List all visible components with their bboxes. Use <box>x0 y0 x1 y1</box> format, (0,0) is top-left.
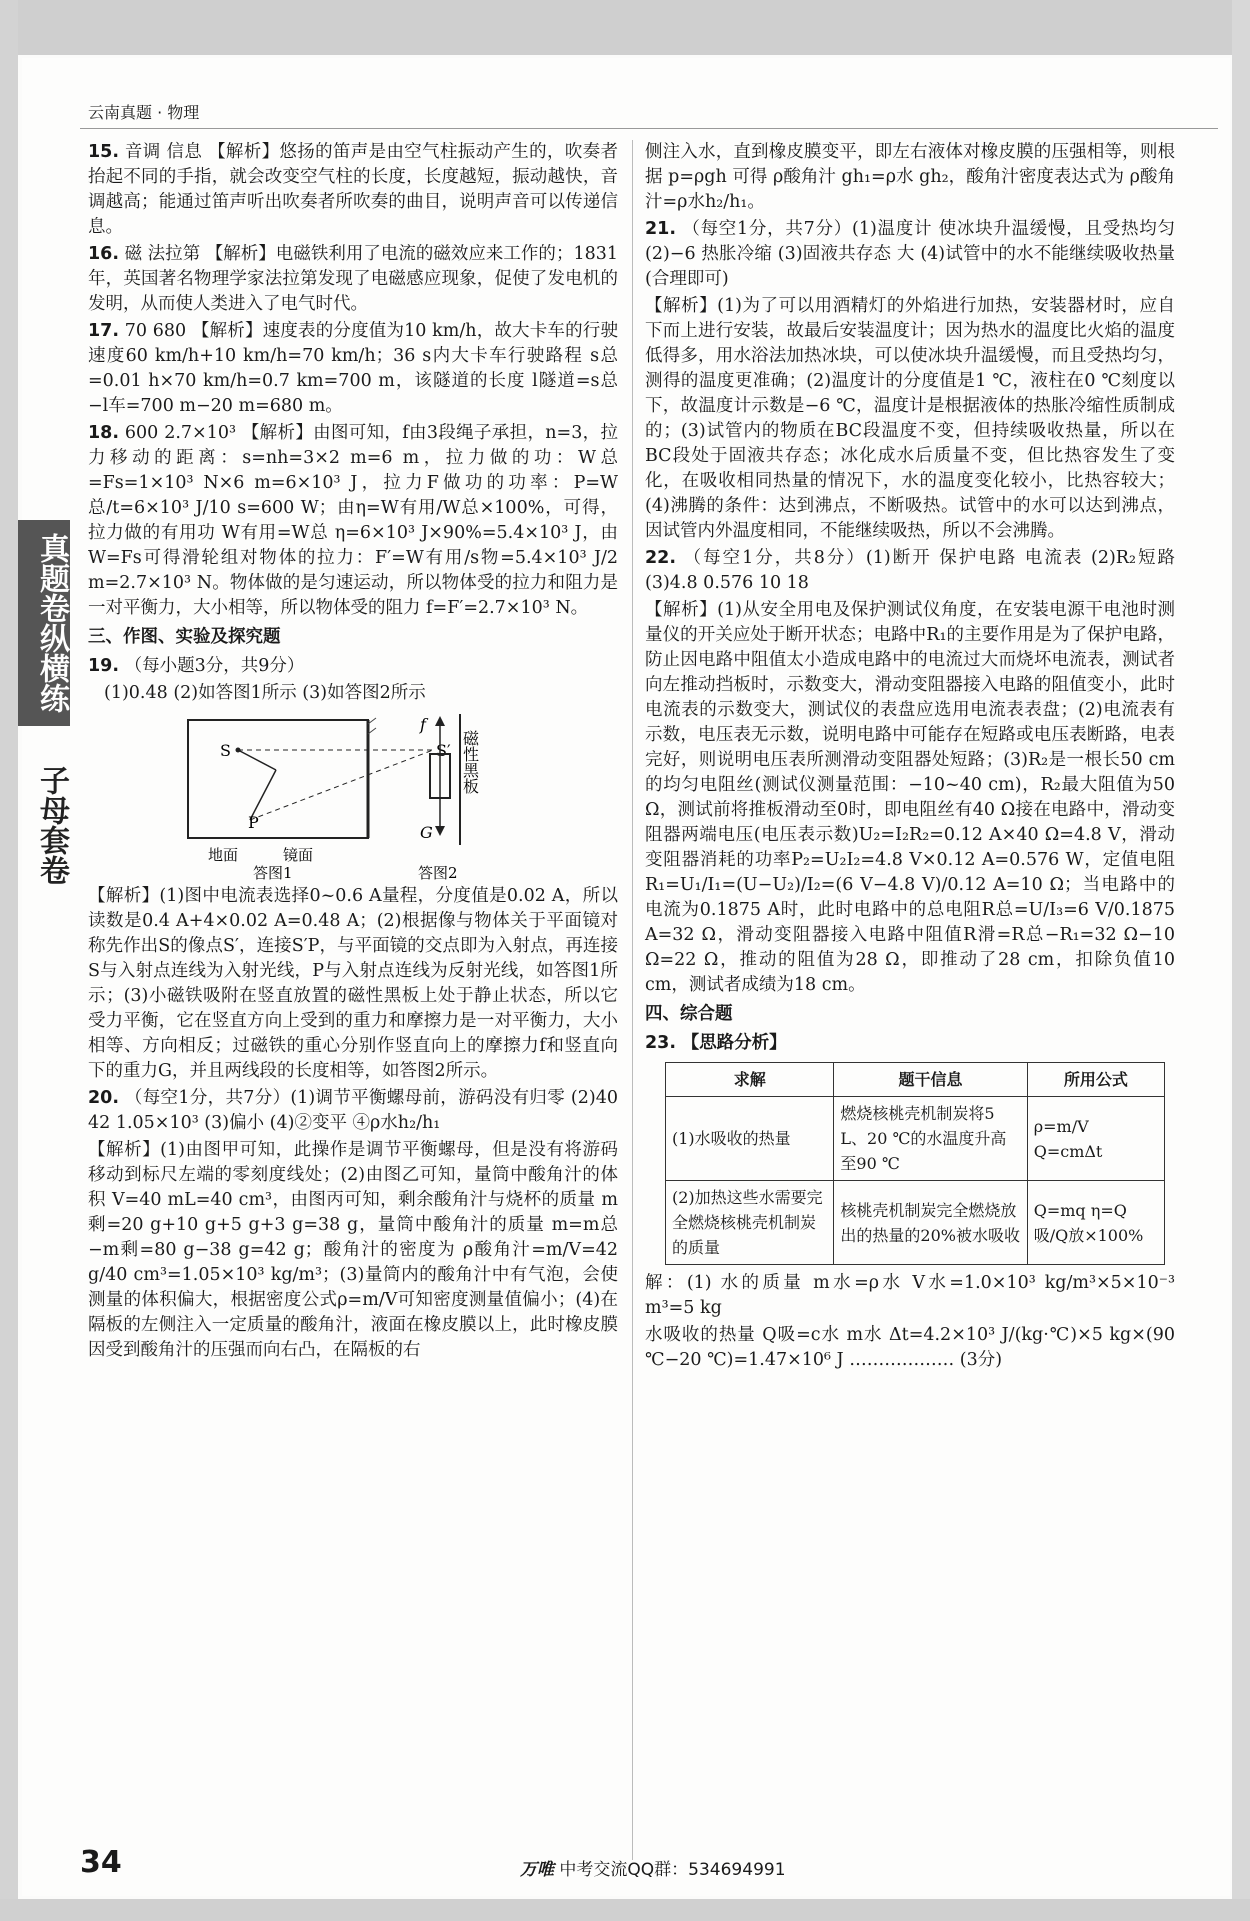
fig2-caption: 答图2 <box>418 864 458 880</box>
thinking-table <box>665 1062 1165 1265</box>
right-column <box>645 140 1175 1375</box>
page-number: 34 <box>80 1845 122 1880</box>
figure-19-svg <box>88 710 618 880</box>
table-cell: (1)水吸收的热量 <box>666 1097 834 1181</box>
fig1-label-s-prime: S′ <box>436 741 451 760</box>
question-15: 15. 音调 信息 【解析】悠扬的笛声是由空气柱振动产生的，吹奏者抬起不同的手指，就会改变空气柱的长度，长度越短，振动越快，音调越高；能通过笛声听出吹奏者所吹奏的曲目，说明声音可以传递信息。 <box>88 142 618 237</box>
question-17: 17. 70 680 【解析】速度表的分度值为10 km/h，故大卡车的行驶速度60 km/h+10 km/h=70 km/h；36 s内大卡车行驶路程 s总=0.01 h×70 km/h=0.7 km=700 m，该隧道的长度 l隧道=s总−l车=700 m−20 m=680 m。 <box>88 321 618 416</box>
fig2-arrow-f-head <box>435 716 445 726</box>
side-tab-top: 真题卷纵横练 <box>18 520 70 726</box>
table-cell: Q=mq η=Q吸/Q放×100% <box>1027 1181 1164 1265</box>
figures-19 <box>88 710 618 880</box>
side-tab-bottom: 子母套卷 <box>34 765 69 885</box>
table-cell: 燃烧核桃壳机制炭将5 L、20 ℃的水温度升高至90 ℃ <box>834 1097 1027 1181</box>
scan-border-bottom <box>0 1899 1250 1921</box>
scan-border-top <box>0 0 1250 55</box>
fig1-frame <box>188 720 368 838</box>
question-20: 20. （每空1分，共7分）(1)调节平衡螺母前，游码没有归零 (2)40 42 1.05×10³ (3)偏小 (4)②变平 ④ρ水h₂/h₁ <box>88 1088 618 1133</box>
question-19-answers: (1)0.48 (2)如答图1所示 (3)如答图2所示 <box>104 683 426 703</box>
question-20-analysis: 【解析】(1)由图甲可知，此操作是调节平衡螺母，但是没有将游码移动到标尺左端的零刻度线处；(2)由图乙可知，量筒中酸角汁的体积 V=40 mL=40 cm³，由图丙可知，剩余酸角汁与烧杯的质量 m剩=20 g+10 g+5 g+3 g=38 g，量筒中酸角汁的质量 m=m总−m剩=80 g−38 g=42 g；酸角汁的密度为 ρ酸角汁=m/V=42 g/40 cm³=1.05×10³ kg/m³；(3)量筒内的酸角汁中有气泡，会使测量的体积偏大，根据密度公式ρ=m/V可知密度测量值偏小；(4)在隔板的左侧注入一定质量的酸角汁，液面在橡皮膜以上，此时橡皮膜因受到酸角汁的压强而向右凸，在隔板的右 <box>88 1140 618 1360</box>
table-cell: 核桃壳机制炭完全燃烧放出的热量的20%被水吸收 <box>834 1181 1027 1265</box>
question-23-solution-1: 解：(1) 水的质量 m水=ρ水 V水=1.0×10³ kg/m³×5×10⁻³ m³=5 kg <box>645 1273 1175 1318</box>
table-row <box>666 1097 1165 1181</box>
fig1-label-ground: 地面 <box>208 846 239 864</box>
footer-text: 中考交流QQ群：534694991 <box>559 1860 786 1880</box>
column-divider <box>632 140 633 1860</box>
question-23-solution-2: 水吸收的热量 Q吸=c水 m水 Δt=4.2×10³ J/(kg·℃)×5 kg×(90 ℃−20 ℃)=1.47×10⁶ J ……………… (3分) <box>645 1325 1175 1370</box>
question-18: 18. 600 2.7×10³ 【解析】由图可知，f由3段绳子承担，n=3，拉力移动的距离：s=nh=3×2 m=6 m，拉力做的功：W总=Fs=1×10³ N×6 m=6×10³ J，拉力F做功的功率：P=W总/t=6×10³ J/10 s=600 W；由η=W有用/W总×100%，可得，拉力做的有用功 W有用=W总 η=6×10³ J×90%=5.4×10³ J，由W=Fs可得滑轮组对物体的拉力：F′=W有用/s物=5.4×10³ J/2 m=2.7×10³ N。物体做的是匀速运动，所以物体受的拉力和阻力是一对平衡力，大小相等，所以物体受的阻力 f=F′=2.7×10³ N。 <box>88 423 618 618</box>
left-column <box>88 140 618 1365</box>
fig1-incident-ray <box>238 750 276 770</box>
fig1-caption: 答图1 <box>253 864 293 880</box>
fig1-label-p: P <box>248 813 259 832</box>
table-cell: ρ=m/V Q=cmΔt <box>1027 1097 1164 1181</box>
section-4-heading: 四、综合题 <box>645 1004 733 1024</box>
question-20-continued: 侧注入水，直到橡皮膜变平，即左右液体对橡皮膜的压强相等，则根据 p=ρgh 可得 ρ酸角汁 gh₁=ρ水 gh₂，酸角汁密度表达式为 ρ酸角汁=ρ水h₂/h₁。 <box>645 142 1175 212</box>
question-23-title: 23. 【思路分析】 <box>645 1033 787 1053</box>
fig1-label-s: S <box>220 741 231 760</box>
question-16: 16. 磁 法拉第 【解析】电磁铁利用了电流的磁效应来工作的；1831年，英国著名物理学家法拉第发现了电磁感应现象，促使了发电机的发明，从而使人类进入了电气时代。 <box>88 244 618 314</box>
question-21: 21. （每空1分，共7分）(1)温度计 使冰块升温缓慢，且受热均匀 (2)−6 热胀冷缩 (3)固液共存态 大 (4)试管中的水不能继续吸收热量(合理即可) <box>645 219 1175 289</box>
fig2-label-board: 磁性黑板 <box>460 730 480 794</box>
fig2-label-f: f <box>420 715 426 734</box>
fig2-arrow-g-head <box>435 826 445 836</box>
question-22: 22. （每空1分，共8分）(1)断开 保护电路 电流表 (2)R₂短路 (3)4.8 0.576 10 18 <box>645 548 1175 593</box>
question-19-analysis: 【解析】(1)图中电流表选择0~0.6 A量程，分度值是0.02 A，所以读数是0.4 A+4×0.02 A=0.48 A；(2)根据像与物体关于平面镜对称先作出S的像点S′，连接S′P，与平面镜的交点即为入射点，再连接S与入射点连线为入射光线，P与入射点连线为反射光线，如答图1所示；(3)小磁铁吸附在竖直放置的磁性黑板上处于静止状态，所以它受力平衡，它在竖直方向上受到的重力和摩擦力是一对平衡力，大小相等、方向相反；过磁铁的重心分别作竖直向上的摩擦力f和竖直向下的重力G，并且两线段的长度相等，如答图2所示。 <box>88 886 618 1081</box>
header-rule <box>80 128 1218 129</box>
fig2-label-g: G <box>420 823 433 842</box>
fig1-dashed-image <box>250 750 433 820</box>
th-solve: 求解 <box>666 1063 834 1097</box>
question-19-intro: 19. （每小题3分，共9分） <box>88 656 305 676</box>
footer-brand: 万唯 <box>520 1860 554 1880</box>
question-22-analysis: 【解析】(1)从安全用电及保护测试仪角度，在安装电源干电池时测量仪的开关应处于断开状态；电路中R₁的主要作用是为了保护电路，防止因电路中阻值太小造成电路中的电流过大而烧坏电流表，测试者向左推动挡板时，示数变大，滑动变阻器接入电路的阻值变小，此时电流表的示数变大，测试仪的表盘应选用电流表表盘；(2)电流表有示数，电压表无示数，说明电路中可能存在短路或电压表断路，电表完好，则说明电压表所测滑动变阻器处短路；(3)R₂是一根长50 cm的均匀电阻丝(测试仪测量范围：−10~40 cm)，R₂最大阻值为50 Ω，测试前将推板滑动至0时，即电阻丝有40 Ω接在电路中，滑动变阻器两端电压(电压表示数)U₂=I₂R₂=0.12 A×40 Ω=4.8 V，滑动变阻器消耗的功率P₂=U₂I₂=4.8 V×0.12 A=0.576 W，定值电阻R₁=U₁/I₁=(U−U₂)/I₂=(6 V−4.8 V)/0.12 A=10 Ω；当电路中的电流为0.1875 A时，此时电路中的总电阻R总=U/I₃=6 V/0.1875 A=32 Ω，滑动变阻器接入电路中阻值R滑=R总−R₁=32 Ω−10 Ω=22 Ω，推动的阻值为28 Ω，即推动了28 cm，扣除负值10 cm，测试者成绩为18 cm。 <box>645 600 1175 995</box>
question-21-analysis: 【解析】(1)为了可以用酒精灯的外焰进行加热，安装器材时，应自下而上进行安装，故最后安装温度计；因为热水的温度比火焰的温度低得多，用水浴法加热冰块，可以使冰块升温缓慢，而且受热均匀，测得的温度更准确；(2)温度计的分度值是1 ℃，液柱在0 ℃刻度以下，故温度计示数是−6 ℃，温度计是根据液体的热胀冷缩性质制成的；(3)试管内的物质在BC段温度不变，但持续吸收热量，所以在BC段处于固液共存态；冰化成水后质量不变，但比热容发生了变化，在吸收相同热量的情况下，水的温度变化较小，比热容较大；(4)沸腾的条件：达到沸点，不断吸热。试管中的水可以达到沸点，因试管内外温度相同，不能继续吸热，所以不会沸腾。 <box>645 296 1175 541</box>
scan-border-left <box>0 0 18 1921</box>
table-row <box>666 1181 1165 1265</box>
thinking-table-head <box>666 1063 1165 1097</box>
th-info: 题干信息 <box>834 1063 1027 1097</box>
table-cell: (2)加热这些水需要完全燃烧核桃壳机制炭的质量 <box>666 1181 834 1265</box>
scan-border-right <box>1232 0 1250 1921</box>
footer <box>520 1855 786 1880</box>
th-formula: 所用公式 <box>1027 1063 1164 1097</box>
section-3-heading: 三、作图、实验及探究题 <box>88 627 281 647</box>
page-header: 云南真题 · 物理 <box>88 103 200 122</box>
fig1-label-mirror: 镜面 <box>283 846 314 864</box>
